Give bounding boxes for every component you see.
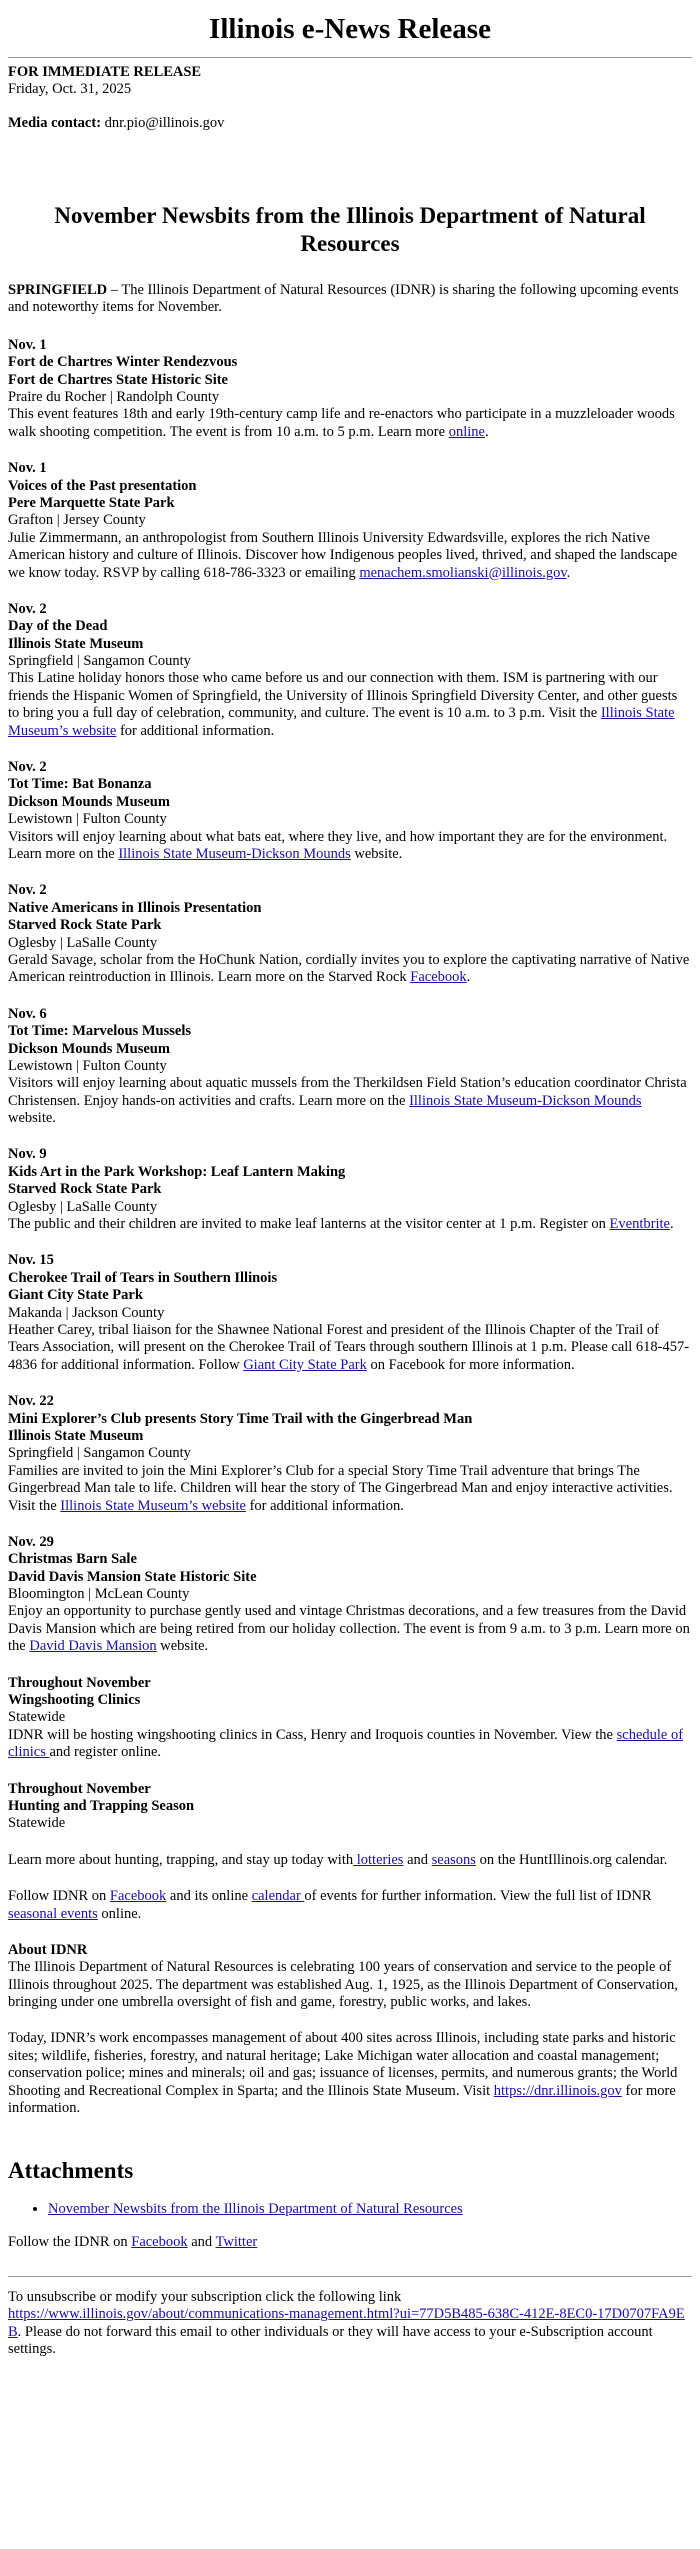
event-name: Cherokee Trail of Tears in Southern Illinois — [8, 1269, 278, 1286]
about-heading: About IDNR — [8, 1941, 88, 1958]
media-contact-label: Media contact — [8, 114, 97, 131]
event-date: Nov. 1 — [8, 460, 47, 477]
idnr-website-link[interactable]: https://dnr.illinois.gov — [493, 2082, 622, 2099]
event-item — [8, 1252, 692, 1374]
event-link[interactable]: Giant City State Park — [243, 1356, 367, 1373]
event-link[interactable]: Illinois State Museum’s website — [8, 705, 675, 739]
event-date: Nov. 15 — [8, 1252, 54, 1269]
event-link[interactable]: Illinois State Museum-Dickson Mounds — [118, 846, 351, 862]
event-venue: Dickson Mounds Museum — [8, 1040, 170, 1057]
event-name: Christmas Barn Sale — [8, 1551, 137, 1568]
event-link[interactable]: Facebook — [410, 969, 467, 986]
event-venue: Dickson Mounds Museum — [8, 793, 170, 810]
event-item — [8, 1675, 692, 1762]
seasonal-events-link[interactable]: seasonal events — [8, 1905, 98, 1922]
follow-idnr-paragraph: Follow IDNR on Facebook and its online calendar of events for further information. View the full list of IDNR seasonal events online. — [8, 1888, 652, 1922]
event-name: Voices of the Past presentation — [8, 477, 197, 494]
event-venue: Illinois State Museum — [8, 1427, 144, 1444]
event-item — [8, 759, 692, 863]
event-date: Nov. 29 — [8, 1533, 54, 1550]
event-venue: Illinois State Museum — [8, 635, 144, 652]
event-description: This Latine holiday honors those who came before us and our connection with them. ISM is partnering with our friends the Hispanic Women of Springfield, the University of Illinois Springfield Diversity Center, and other guests to bring you a full day of celebration, community, and culture. The event is 10 a.m. to 3 p.m. Visit the Illinois State Museum’s website for additional information. — [8, 670, 678, 739]
event-item — [8, 460, 692, 582]
footer — [8, 2277, 692, 2383]
about-paragraph-1: The Illinois Department of Natural Resources is celebrating 100 years of conservation and service to the people of Illinois throughout 2025. The department was established Aug. 1, 1925, as the Illinois Department of Conservation, bringing under one umbrella oversight of fish and game, forestry, public works, and lakes. — [8, 1959, 678, 2011]
calendar-link[interactable]: calendar — [251, 1888, 305, 1905]
attachments-heading: Attachments — [8, 2158, 134, 2184]
intro-text: – The Illinois Department of Natural Resources (IDNR) is sharing the following upcoming events and noteworthy items for November. — [8, 282, 679, 316]
event-description: IDNR will be hosting wingshooting clinics in Cass, Henry and Iroquois counties in November. View the schedule of clinics and register online. — [8, 1726, 684, 1761]
event-name: Hunting and Trapping Season — [8, 1797, 195, 1814]
unsubscribe-link[interactable]: https://www.illinois.gov/about/communications-management.html?ui=77D5B485-638C-412E-8EC0-17D0707FA9EB — [8, 2306, 685, 2340]
event-location: Grafton | Jersey County — [8, 512, 146, 529]
about-paragraph-2: Today, IDNR’s work encompasses management of about 400 sites across Illinois, including state parks and historic sites; wildlife, fisheries, forestry, and natural heritage; Lake Michigan water allocation and coastal management; conservation police; mines and minerals; oil and gas; issuance of licenses, permits, and numerous grants; the World Shooting and Recreational Complex in Sparta; and the Illinois State Museum. Visit https://dnr.illinois.gov for more information. — [8, 2030, 678, 2117]
attachments-list — [8, 2201, 692, 2218]
event-date: Nov. 2 — [8, 600, 47, 617]
event-item — [8, 1534, 692, 1656]
twitter-follow-link[interactable]: Twitter — [215, 2234, 258, 2251]
event-date: Nov. 9 — [8, 1146, 47, 1163]
event-date: Nov. 6 — [8, 1005, 47, 1022]
event-link[interactable]: David Davis Mansion — [29, 1638, 157, 1655]
event-description: Visitors will enjoy learning about what bats eat, where they live, and how important they are for the environment. Learn more on the Illinois State Museum-Dickson Mounds website. — [8, 828, 668, 862]
event-date: Throughout November — [8, 1674, 151, 1691]
hunting-paragraph: Learn more about hunting, trapping, and stay up today with lotteries and seasons on the HuntIllinois.org calendar. — [8, 1851, 668, 1868]
event-location: Bloomington | McLean County — [8, 1586, 190, 1603]
attachment-link[interactable]: November Newsbits from the Illinois Department of Natural Resources — [48, 2201, 463, 2218]
event-location: Springfield | Sangamon County — [8, 653, 191, 670]
event-description: The public and their children are invited to make leaf lanterns at the visitor center at 1 p.m. Register on Eventbrite. — [8, 1216, 674, 1233]
release-date: Friday, Oct. 31, 2025 — [8, 81, 132, 98]
event-link[interactable]: menachem.smolianski@illinois.gov — [359, 564, 567, 581]
event-date: Nov. 2 — [8, 759, 47, 776]
event-description: Enjoy an opportunity to purchase gently used and vintage Christmas decorations, and a few treasures from the David Davis Mansion which are being retired from our holiday collection. The event is from 9 a.m. to 3 p.m. Learn more on the David Davis Mansion website. — [8, 1603, 690, 1655]
facebook-follow-link[interactable]: Facebook — [131, 2234, 188, 2251]
event-link[interactable]: Illinois State Museum-Dickson Mounds — [409, 1092, 642, 1109]
event-link[interactable]: Eventbrite — [609, 1216, 670, 1233]
intro-paragraph — [8, 282, 692, 317]
event-item — [8, 601, 692, 740]
event-venue: David Davis Mansion State Historic Site — [8, 1568, 257, 1585]
event-name: Mini Explorer’s Club presents Story Time Trail with the Gingerbread Man — [8, 1410, 473, 1427]
dateline: SPRINGFIELD — [8, 282, 108, 299]
event-link[interactable]: schedule of clinics — [8, 1726, 684, 1761]
event-name: Tot Time: Marvelous Mussels — [8, 1023, 191, 1040]
event-date: Nov. 1 — [8, 336, 47, 353]
event-name: Fort de Chartres Winter Rendezvous — [8, 354, 238, 371]
unsubscribe-text: To unsubscribe or modify your subscription click the following link — [8, 2288, 402, 2305]
event-item — [8, 1146, 692, 1233]
event-list — [8, 337, 692, 1833]
event-description: Visitors will enjoy learning about aquatic mussels from the Therkildsen Field Station’s education coordinator Christa Christensen. Enjoy hands-on activities and crafts. Learn more on the Illinois State Museum-Dickson Mounds website. — [8, 1075, 687, 1127]
event-item — [8, 882, 692, 986]
event-date: Nov. 22 — [8, 1393, 54, 1410]
about-section — [8, 1942, 692, 2012]
event-location: Springfield | Sangamon County — [8, 1445, 191, 1462]
event-name: Day of the Dead — [8, 618, 108, 635]
event-item — [8, 1393, 692, 1515]
event-location: Oglesby | LaSalle County — [8, 1198, 158, 1215]
event-item — [8, 337, 692, 441]
follow-line: Follow the IDNR on Facebook and Twitter — [8, 2234, 258, 2251]
event-link[interactable]: Illinois State Museum’s website — [60, 1497, 246, 1514]
event-name: Tot Time: Bat Bonanza — [8, 776, 152, 793]
event-venue: Pere Marquette State Park — [8, 494, 175, 511]
event-date: Nov. 2 — [8, 882, 47, 899]
lotteries-link[interactable]: lotteries — [353, 1851, 404, 1868]
immediate-release-label: FOR IMMEDIATE RELEASE — [8, 63, 202, 80]
media-contact: Media contact: dnr.pio@illinois.gov — [8, 114, 225, 131]
event-item — [8, 1781, 692, 1833]
facebook-link[interactable]: Facebook — [109, 1888, 167, 1905]
event-venue: Fort de Chartres State Historic Site — [8, 371, 228, 388]
event-name: Native Americans in Illinois Presentation — [8, 899, 262, 916]
footer-note: . Please do not forward this email to other individuals or they will have access to your e-Subscription account settings. — [8, 2323, 653, 2357]
event-location: Statewide — [8, 1709, 66, 1726]
event-name: Wingshooting Clinics — [8, 1692, 141, 1709]
article-title: November Newsbits from the Illinois Department of Natural Resources — [54, 202, 646, 257]
event-item — [8, 1006, 692, 1128]
event-location: Statewide — [8, 1815, 66, 1832]
event-date: Throughout November — [8, 1780, 151, 1797]
media-contact-email: dnr.pio@illinois.gov — [104, 114, 225, 131]
seasons-link[interactable]: seasons — [431, 1851, 476, 1868]
event-name: Kids Art in the Park Workshop: Leaf Lantern Making — [8, 1163, 346, 1180]
event-description: Heather Carey, tribal liaison for the Shawnee National Forest and president of the Illinois Chapter of the Trail of Tears Association, will present on the Cherokee Trail of Tears through southern Illinois at 1 p.m. Please call 618-457-4836 for additional information. Follow Giant City State Park on Facebook for more information. — [8, 1321, 690, 1373]
event-link[interactable]: online — [448, 423, 485, 440]
event-location: Lewistown | Fulton County — [8, 811, 167, 828]
event-location: Makanda | Jackson County — [8, 1304, 165, 1321]
event-location: Oglesby | LaSalle County — [8, 934, 158, 951]
event-location: Lewistown | Fulton County — [8, 1057, 167, 1074]
masthead-title: Illinois e-News Release — [209, 13, 491, 45]
attachment-item — [48, 2201, 692, 2218]
event-description: Families are invited to join the Mini Explorer’s Club for a special Story Time Trail adventure that brings The Gingerbread Man tale to life. Children will hear the story of The Gingerbread Man and enjoy interactive activities. Visit the Illinois State Museum’s website for additional information. — [8, 1462, 673, 1514]
release-info — [8, 58, 692, 132]
event-venue: Starved Rock State Park — [8, 917, 162, 934]
event-location: Praire du Rocher | Randolph County — [8, 389, 220, 406]
event-description: Gerald Savage, scholar from the HoChunk Nation, cordially invites you to explore the captivating narrative of Native American reintroduction in Illinois. Learn more on the Starved Rock Facebook. — [8, 951, 690, 986]
event-description: This event features 18th and early 19th-century camp life and re-enactors who participate in a muzzleloader woods walk shooting competition. The event is from 10 a.m. to 5 p.m. Learn more online. — [8, 406, 675, 440]
event-venue: Starved Rock State Park — [8, 1181, 162, 1198]
event-description: Julie Zimmermann, an anthropologist from Southern Illinois University Edwardsville, explores the rich Native American history and culture of Illinois. Discover how Indigenous peoples lived, thrived, and shaped the landscape we know today. RSVP by calling 618-786-3323 or emailing menachem.smolianski@illinois.gov. — [8, 529, 678, 581]
event-venue: Giant City State Park — [8, 1287, 143, 1304]
